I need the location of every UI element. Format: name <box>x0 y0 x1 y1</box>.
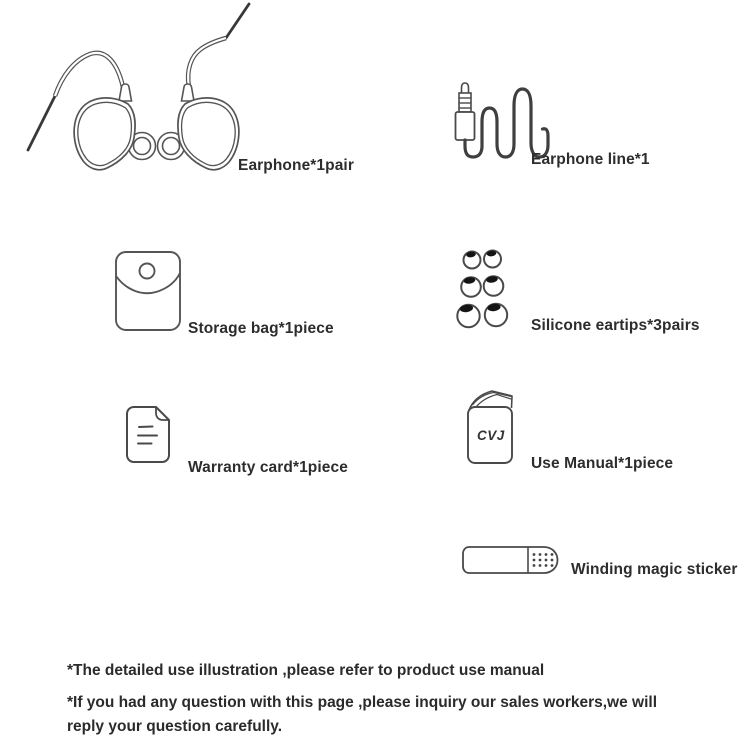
winding-sticker-label: Winding magic sticker <box>571 561 738 578</box>
footnote-manual-reference: *The detailed use illustration ,please refer to product use manual <box>67 662 545 679</box>
right-cable-end <box>226 4 249 38</box>
left-connector <box>119 84 132 101</box>
bag-button <box>140 264 155 279</box>
storage-bag-label: Storage bag*1piece <box>188 320 334 337</box>
left-cable-end <box>28 96 55 150</box>
footnote-sales-contact: *If you had any question with this page ,please inquiry our sales workers,we will reply your question carefully. <box>67 694 658 735</box>
eartips-label: Silicone eartips*3pairs <box>531 317 700 334</box>
right-earbud-body <box>178 98 239 170</box>
storage-bag-icon <box>110 246 186 336</box>
warranty-card-label: Warranty card*1piece <box>188 459 348 476</box>
eartip-pair-small <box>464 250 502 268</box>
use-manual-icon <box>460 384 520 468</box>
earphones-icon <box>15 0 255 192</box>
audio-jack-plug <box>456 83 475 140</box>
earphone-label: Earphone*1pair <box>238 157 354 174</box>
left-earbud-body <box>74 98 135 170</box>
eartips-icon <box>450 244 516 332</box>
eartip-pair-medium <box>461 276 503 297</box>
eartip-pair-large <box>457 303 507 327</box>
sticker-outline <box>463 547 558 573</box>
winding-sticker-icon <box>458 540 566 578</box>
earphone-line-label: Earphone line*1 <box>531 151 650 168</box>
use-manual-label: Use Manual*1piece <box>531 455 674 472</box>
right-connector <box>182 84 195 101</box>
warranty-card-icon <box>120 400 176 468</box>
cable-wave <box>465 89 548 157</box>
cover-logo: CVJ <box>477 428 505 443</box>
